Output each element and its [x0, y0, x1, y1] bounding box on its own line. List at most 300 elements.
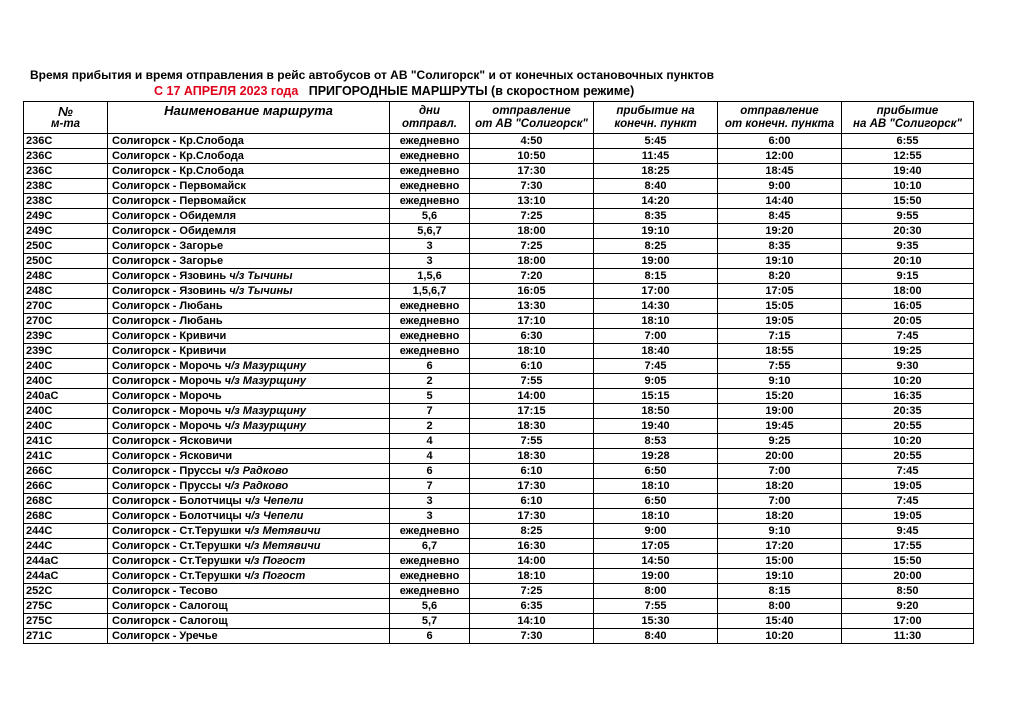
arrival-terminal-time-cell: 6:50 — [594, 464, 718, 479]
table-row — [24, 494, 974, 509]
route-name-cell — [108, 404, 390, 419]
route-code-cell: 240аС — [24, 389, 108, 404]
table-row — [24, 599, 974, 614]
header-departure-terminal: отправление от конечн. пункта — [718, 102, 842, 134]
arrival-terminal-time-cell: 19:00 — [594, 569, 718, 584]
arrival-terminal-time-cell: 19:40 — [594, 419, 718, 434]
route-name-cell — [108, 584, 390, 599]
route-code-cell: 249С — [24, 209, 108, 224]
arrival-terminal-time-cell: 7:45 — [594, 359, 718, 374]
arrival-terminal-time-cell: 18:25 — [594, 164, 718, 179]
departure-terminal-time-cell: 8:00 — [718, 599, 842, 614]
departure-terminal-time-cell: 14:40 — [718, 194, 842, 209]
departure-station-time-cell: 17:10 — [470, 314, 594, 329]
route-name-text: Солигорск - Обидемля — [112, 209, 237, 222]
route-name-cell — [108, 299, 390, 314]
route-name-text: Солигорск - Тесово — [112, 584, 218, 597]
table-row — [24, 629, 974, 644]
days-cell: 7 — [390, 479, 470, 494]
header-row — [24, 102, 974, 134]
arrival-station-time-cell: 18:00 — [842, 284, 974, 299]
departure-station-time-cell: 18:00 — [470, 224, 594, 239]
route-code-cell: 271С — [24, 629, 108, 644]
days-cell: 1,5,6,7 — [390, 284, 470, 299]
departure-terminal-time-cell: 15:20 — [718, 389, 842, 404]
days-cell: ежедневно — [390, 149, 470, 164]
table-row — [24, 254, 974, 269]
arrival-station-time-cell: 9:35 — [842, 239, 974, 254]
route-name-cell — [108, 464, 390, 479]
departure-station-time-cell: 17:30 — [470, 509, 594, 524]
route-name-text: Солигорск - Ст.Терушки — [112, 569, 242, 582]
arrival-station-time-cell: 6:55 — [842, 134, 974, 149]
arrival-station-time-cell: 19:05 — [842, 509, 974, 524]
route-name-cell — [108, 179, 390, 194]
route-name-text: Солигорск - Болотчицы — [112, 509, 242, 522]
days-cell: ежедневно — [390, 344, 470, 359]
table-row — [24, 539, 974, 554]
table-row — [24, 269, 974, 284]
arrival-terminal-time-cell: 17:05 — [594, 539, 718, 554]
days-cell: 1,5,6 — [390, 269, 470, 284]
route-code-cell: 239С — [24, 344, 108, 359]
table-row — [24, 164, 974, 179]
schedule-table — [23, 101, 974, 644]
arrival-station-time-cell: 9:55 — [842, 209, 974, 224]
route-name-cell — [108, 359, 390, 374]
route-name-text: Солигорск - Морочь — [112, 404, 225, 417]
route-name-cell — [108, 224, 390, 239]
table-row — [24, 329, 974, 344]
departure-station-time-cell: 16:30 — [470, 539, 594, 554]
table-row — [24, 224, 974, 239]
table-row — [24, 524, 974, 539]
route-name-text: Солигорск - Загорье — [112, 254, 224, 267]
route-name-cell — [108, 314, 390, 329]
arrival-station-time-cell: 19:40 — [842, 164, 974, 179]
days-cell: 6 — [390, 359, 470, 374]
route-name-text: Солигорск - Ясковичи — [112, 434, 233, 447]
arrival-terminal-time-cell: 8:00 — [594, 584, 718, 599]
days-cell: ежедневно — [390, 164, 470, 179]
header-arrival-terminal: прибытие на конечн. пункт — [594, 102, 718, 134]
route-name-text: Солигорск - Кр.Слобода — [112, 149, 244, 162]
arrival-station-time-cell: 17:55 — [842, 539, 974, 554]
arrival-terminal-time-cell: 18:10 — [594, 509, 718, 524]
arrival-terminal-time-cell: 7:00 — [594, 329, 718, 344]
route-name-text: Солигорск - Любань — [112, 299, 223, 312]
days-cell: ежедневно — [390, 584, 470, 599]
departure-station-time-cell: 7:25 — [470, 584, 594, 599]
route-name-cell — [108, 509, 390, 524]
days-cell: 6,7 — [390, 539, 470, 554]
days-cell: 7 — [390, 404, 470, 419]
table-row — [24, 179, 974, 194]
departure-station-time-cell: 4:50 — [470, 134, 594, 149]
departure-terminal-time-cell: 17:20 — [718, 539, 842, 554]
arrival-terminal-time-cell: 8:40 — [594, 179, 718, 194]
departure-station-time-cell: 17:30 — [470, 479, 594, 494]
arrival-terminal-time-cell: 19:10 — [594, 224, 718, 239]
arrival-terminal-time-cell: 14:30 — [594, 299, 718, 314]
route-name-text: Солигорск - Уречье — [112, 629, 218, 642]
route-code-cell: 270С — [24, 314, 108, 329]
route-name-cell — [108, 329, 390, 344]
route-name-cell — [108, 284, 390, 299]
arrival-terminal-time-cell: 7:55 — [594, 599, 718, 614]
departure-station-time-cell: 10:50 — [470, 149, 594, 164]
route-code-cell: 244аС — [24, 554, 108, 569]
arrival-station-time-cell: 20:30 — [842, 224, 974, 239]
departure-terminal-time-cell: 8:35 — [718, 239, 842, 254]
route-name-text: Солигорск - Язовинь — [112, 284, 227, 297]
arrival-station-time-cell: 7:45 — [842, 494, 974, 509]
departure-terminal-time-cell: 9:10 — [718, 374, 842, 389]
departure-station-time-cell: 16:05 — [470, 284, 594, 299]
route-name-cell — [108, 419, 390, 434]
days-cell: ежедневно — [390, 179, 470, 194]
arrival-station-time-cell: 9:45 — [842, 524, 974, 539]
departure-station-time-cell: 17:30 — [470, 164, 594, 179]
table-row — [24, 194, 974, 209]
days-cell: ежедневно — [390, 299, 470, 314]
table-row — [24, 509, 974, 524]
table-row — [24, 569, 974, 584]
departure-terminal-time-cell: 18:20 — [718, 509, 842, 524]
route-code-cell: 236С — [24, 164, 108, 179]
arrival-station-time-cell: 20:35 — [842, 404, 974, 419]
route-name-cell — [108, 209, 390, 224]
arrival-station-time-cell: 11:30 — [842, 629, 974, 644]
route-code-cell: 238С — [24, 179, 108, 194]
header-arrival-station: прибытие на АВ "Солигорск" — [842, 102, 974, 134]
departure-station-time-cell: 6:10 — [470, 359, 594, 374]
arrival-terminal-time-cell: 8:15 — [594, 269, 718, 284]
route-name-cell — [108, 599, 390, 614]
route-code-cell: 240С — [24, 374, 108, 389]
route-via-text: ч/з Метявичи — [244, 524, 321, 537]
table-row — [24, 239, 974, 254]
days-cell: 5,6 — [390, 209, 470, 224]
table-row — [24, 584, 974, 599]
departure-station-time-cell: 14:10 — [470, 614, 594, 629]
route-name-text: Солигорск - Ст.Терушки — [112, 524, 242, 537]
route-via-text: ч/з Метявичи — [244, 539, 321, 552]
route-via-text: ч/з Тычины — [229, 284, 293, 297]
arrival-terminal-time-cell: 15:30 — [594, 614, 718, 629]
route-name-text: Солигорск - Морочь — [112, 374, 225, 387]
route-code-cell: 250С — [24, 254, 108, 269]
table-row — [24, 614, 974, 629]
route-name-text: Солигорск - Загорье — [112, 239, 224, 252]
departure-station-time-cell: 14:00 — [470, 389, 594, 404]
departure-terminal-time-cell: 8:45 — [718, 209, 842, 224]
days-cell: ежедневно — [390, 134, 470, 149]
departure-terminal-time-cell: 15:40 — [718, 614, 842, 629]
departure-terminal-time-cell: 19:10 — [718, 569, 842, 584]
route-via-text: ч/з Чепели — [244, 509, 304, 522]
route-via-text: ч/з Мазурщину — [224, 374, 307, 387]
days-cell: 3 — [390, 254, 470, 269]
effective-date: С 17 АПРЕЛЯ 2023 года — [154, 84, 299, 98]
days-cell: 3 — [390, 494, 470, 509]
table-row — [24, 134, 974, 149]
arrival-terminal-time-cell: 8:53 — [594, 434, 718, 449]
departure-station-time-cell: 6:10 — [470, 464, 594, 479]
route-code-cell: 270С — [24, 299, 108, 314]
days-cell: 3 — [390, 509, 470, 524]
departure-terminal-time-cell: 7:15 — [718, 329, 842, 344]
departure-terminal-time-cell: 18:20 — [718, 479, 842, 494]
route-name-text: Солигорск - Морочь — [112, 389, 222, 402]
arrival-station-time-cell: 20:55 — [842, 449, 974, 464]
route-name-text: Солигорск - Первомайск — [112, 194, 246, 207]
arrival-station-time-cell: 7:45 — [842, 329, 974, 344]
departure-station-time-cell: 14:00 — [470, 554, 594, 569]
arrival-station-time-cell: 9:20 — [842, 599, 974, 614]
arrival-terminal-time-cell: 9:00 — [594, 524, 718, 539]
arrival-terminal-time-cell: 19:28 — [594, 449, 718, 464]
table-row — [24, 344, 974, 359]
route-code-cell: 241С — [24, 434, 108, 449]
departure-station-time-cell: 18:10 — [470, 344, 594, 359]
table-row — [24, 434, 974, 449]
days-cell: 6 — [390, 629, 470, 644]
days-cell: 4 — [390, 449, 470, 464]
route-name-text: Солигорск - Любань — [112, 314, 223, 327]
departure-terminal-time-cell: 19:10 — [718, 254, 842, 269]
route-name-text: Солигорск - Кривичи — [112, 344, 227, 357]
departure-terminal-time-cell: 9:25 — [718, 434, 842, 449]
route-name-cell — [108, 494, 390, 509]
route-name-cell — [108, 344, 390, 359]
route-code-cell: 268С — [24, 509, 108, 524]
days-cell: ежедневно — [390, 194, 470, 209]
page-title: Время прибытия и время отправления в рейс автобусов от АВ "Солигорск" и от конечных остановочных пунктов — [30, 68, 714, 82]
route-code-cell: 238С — [24, 194, 108, 209]
arrival-terminal-time-cell: 14:20 — [594, 194, 718, 209]
table-row — [24, 149, 974, 164]
days-cell: ежедневно — [390, 524, 470, 539]
arrival-station-time-cell: 17:00 — [842, 614, 974, 629]
days-cell: ежедневно — [390, 569, 470, 584]
arrival-station-time-cell: 15:50 — [842, 194, 974, 209]
arrival-terminal-time-cell: 18:10 — [594, 479, 718, 494]
days-cell: 5,6 — [390, 599, 470, 614]
arrival-station-time-cell: 7:45 — [842, 464, 974, 479]
days-cell: 2 — [390, 419, 470, 434]
routes-category: ПРИГОРОДНЫЕ МАРШРУТЫ (в скоростном режиме) — [308, 84, 635, 98]
route-name-cell — [108, 434, 390, 449]
arrival-terminal-time-cell: 14:50 — [594, 554, 718, 569]
days-cell: 6 — [390, 464, 470, 479]
route-name-text: Солигорск - Ясковичи — [112, 449, 233, 462]
route-name-text: Солигорск - Кр.Слобода — [112, 164, 244, 177]
route-name-text: Солигорск - Кривичи — [112, 329, 227, 342]
route-name-cell — [108, 524, 390, 539]
route-name-cell — [108, 449, 390, 464]
arrival-station-time-cell: 20:55 — [842, 419, 974, 434]
days-cell: 4 — [390, 434, 470, 449]
days-cell: ежедневно — [390, 554, 470, 569]
route-code-cell: 244С — [24, 524, 108, 539]
days-cell: 5,6,7 — [390, 224, 470, 239]
route-code-cell: 268С — [24, 494, 108, 509]
route-name-cell — [108, 149, 390, 164]
arrival-station-time-cell: 20:05 — [842, 314, 974, 329]
days-cell: ежедневно — [390, 329, 470, 344]
route-name-text: Солигорск - Первомайск — [112, 179, 246, 192]
route-via-text: ч/з Мазурщину — [224, 404, 307, 417]
departure-terminal-time-cell: 10:20 — [718, 629, 842, 644]
table-row — [24, 554, 974, 569]
page-subtitle — [154, 84, 634, 98]
days-cell: 3 — [390, 239, 470, 254]
route-code-cell: 236С — [24, 149, 108, 164]
route-name-cell — [108, 629, 390, 644]
departure-terminal-time-cell: 7:55 — [718, 359, 842, 374]
departure-station-time-cell: 6:30 — [470, 329, 594, 344]
route-name-text: Солигорск - Болотчицы — [112, 494, 242, 507]
departure-station-time-cell: 18:30 — [470, 449, 594, 464]
arrival-station-time-cell: 10:10 — [842, 179, 974, 194]
route-via-text: ч/з Погост — [244, 554, 306, 567]
route-name-text: Солигорск - Салогощ — [112, 614, 228, 627]
departure-terminal-time-cell: 17:05 — [718, 284, 842, 299]
arrival-terminal-time-cell: 17:00 — [594, 284, 718, 299]
arrival-terminal-time-cell: 18:50 — [594, 404, 718, 419]
departure-terminal-time-cell: 19:45 — [718, 419, 842, 434]
arrival-station-time-cell: 19:25 — [842, 344, 974, 359]
route-code-cell: 239С — [24, 329, 108, 344]
route-name-cell — [108, 554, 390, 569]
departure-terminal-time-cell: 6:00 — [718, 134, 842, 149]
table-row — [24, 389, 974, 404]
departure-station-time-cell: 8:25 — [470, 524, 594, 539]
table-row — [24, 374, 974, 389]
departure-terminal-time-cell: 19:20 — [718, 224, 842, 239]
arrival-terminal-time-cell: 19:00 — [594, 254, 718, 269]
arrival-terminal-time-cell: 18:10 — [594, 314, 718, 329]
arrival-station-time-cell: 10:20 — [842, 434, 974, 449]
table-row — [24, 314, 974, 329]
route-name-text: Солигорск - Салогощ — [112, 599, 228, 612]
departure-terminal-time-cell: 15:00 — [718, 554, 842, 569]
route-name-text: Солигорск - Ст.Терушки — [112, 554, 242, 567]
route-code-cell: 244С — [24, 539, 108, 554]
route-name-cell — [108, 479, 390, 494]
route-via-text: ч/з Мазурщину — [224, 419, 307, 432]
arrival-station-time-cell: 16:35 — [842, 389, 974, 404]
header-route-name: Наименование маршрута — [108, 102, 390, 134]
departure-station-time-cell: 7:25 — [470, 209, 594, 224]
route-via-text: ч/з Тычины — [229, 269, 293, 282]
arrival-station-time-cell: 20:10 — [842, 254, 974, 269]
days-cell: ежедневно — [390, 314, 470, 329]
header-departure-station: отправление от АВ "Солигорск" — [470, 102, 594, 134]
arrival-terminal-time-cell: 18:40 — [594, 344, 718, 359]
departure-terminal-time-cell: 8:20 — [718, 269, 842, 284]
departure-station-time-cell: 18:00 — [470, 254, 594, 269]
departure-terminal-time-cell: 15:05 — [718, 299, 842, 314]
departure-terminal-time-cell: 9:00 — [718, 179, 842, 194]
departure-station-time-cell: 7:30 — [470, 179, 594, 194]
route-name-cell — [108, 614, 390, 629]
route-code-cell: 275С — [24, 614, 108, 629]
table-row — [24, 449, 974, 464]
table-row — [24, 404, 974, 419]
arrival-station-time-cell: 16:05 — [842, 299, 974, 314]
table-row — [24, 464, 974, 479]
departure-terminal-time-cell: 19:00 — [718, 404, 842, 419]
departure-terminal-time-cell: 7:00 — [718, 494, 842, 509]
departure-terminal-time-cell: 20:00 — [718, 449, 842, 464]
arrival-station-time-cell: 8:50 — [842, 584, 974, 599]
table-row — [24, 419, 974, 434]
route-code-cell: 266С — [24, 464, 108, 479]
route-code-cell: 241С — [24, 449, 108, 464]
days-cell: 5 — [390, 389, 470, 404]
table-row — [24, 479, 974, 494]
departure-terminal-time-cell: 9:10 — [718, 524, 842, 539]
arrival-terminal-time-cell: 9:05 — [594, 374, 718, 389]
table-row — [24, 284, 974, 299]
route-via-text: ч/з Радково — [224, 464, 289, 477]
route-name-text: Солигорск - Морочь — [112, 359, 225, 372]
route-code-cell: 240С — [24, 359, 108, 374]
departure-station-time-cell: 13:10 — [470, 194, 594, 209]
arrival-terminal-time-cell: 6:50 — [594, 494, 718, 509]
route-name-text: Солигорск - Кр.Слобода — [112, 134, 244, 147]
route-code-cell: 250С — [24, 239, 108, 254]
arrival-station-time-cell: 15:50 — [842, 554, 974, 569]
route-code-cell: 240С — [24, 419, 108, 434]
departure-station-time-cell: 13:30 — [470, 299, 594, 314]
table-row — [24, 359, 974, 374]
route-code-cell: 249С — [24, 224, 108, 239]
arrival-terminal-time-cell: 8:35 — [594, 209, 718, 224]
arrival-station-time-cell: 9:15 — [842, 269, 974, 284]
route-via-text: ч/з Радково — [224, 479, 289, 492]
header-days: дни отправл. — [390, 102, 470, 134]
departure-terminal-time-cell: 19:05 — [718, 314, 842, 329]
route-name-text: Солигорск - Пруссы — [112, 464, 222, 477]
departure-station-time-cell: 18:10 — [470, 569, 594, 584]
table-row — [24, 299, 974, 314]
days-cell: 5,7 — [390, 614, 470, 629]
arrival-terminal-time-cell: 8:25 — [594, 239, 718, 254]
arrival-station-time-cell: 10:20 — [842, 374, 974, 389]
route-name-cell — [108, 374, 390, 389]
arrival-terminal-time-cell: 8:40 — [594, 629, 718, 644]
departure-terminal-time-cell: 8:15 — [718, 584, 842, 599]
departure-station-time-cell: 18:30 — [470, 419, 594, 434]
table-row — [24, 209, 974, 224]
route-name-cell — [108, 269, 390, 284]
departure-station-time-cell: 7:25 — [470, 239, 594, 254]
route-code-cell: 248С — [24, 269, 108, 284]
route-code-cell: 266С — [24, 479, 108, 494]
route-code-cell: 240С — [24, 404, 108, 419]
route-via-text: ч/з Чепели — [244, 494, 304, 507]
header-route-number: № м-та — [24, 102, 108, 134]
arrival-terminal-time-cell: 11:45 — [594, 149, 718, 164]
route-name-text: Солигорск - Язовинь — [112, 269, 227, 282]
arrival-terminal-time-cell: 15:15 — [594, 389, 718, 404]
route-name-cell — [108, 239, 390, 254]
route-code-cell: 236С — [24, 134, 108, 149]
arrival-terminal-time-cell: 5:45 — [594, 134, 718, 149]
